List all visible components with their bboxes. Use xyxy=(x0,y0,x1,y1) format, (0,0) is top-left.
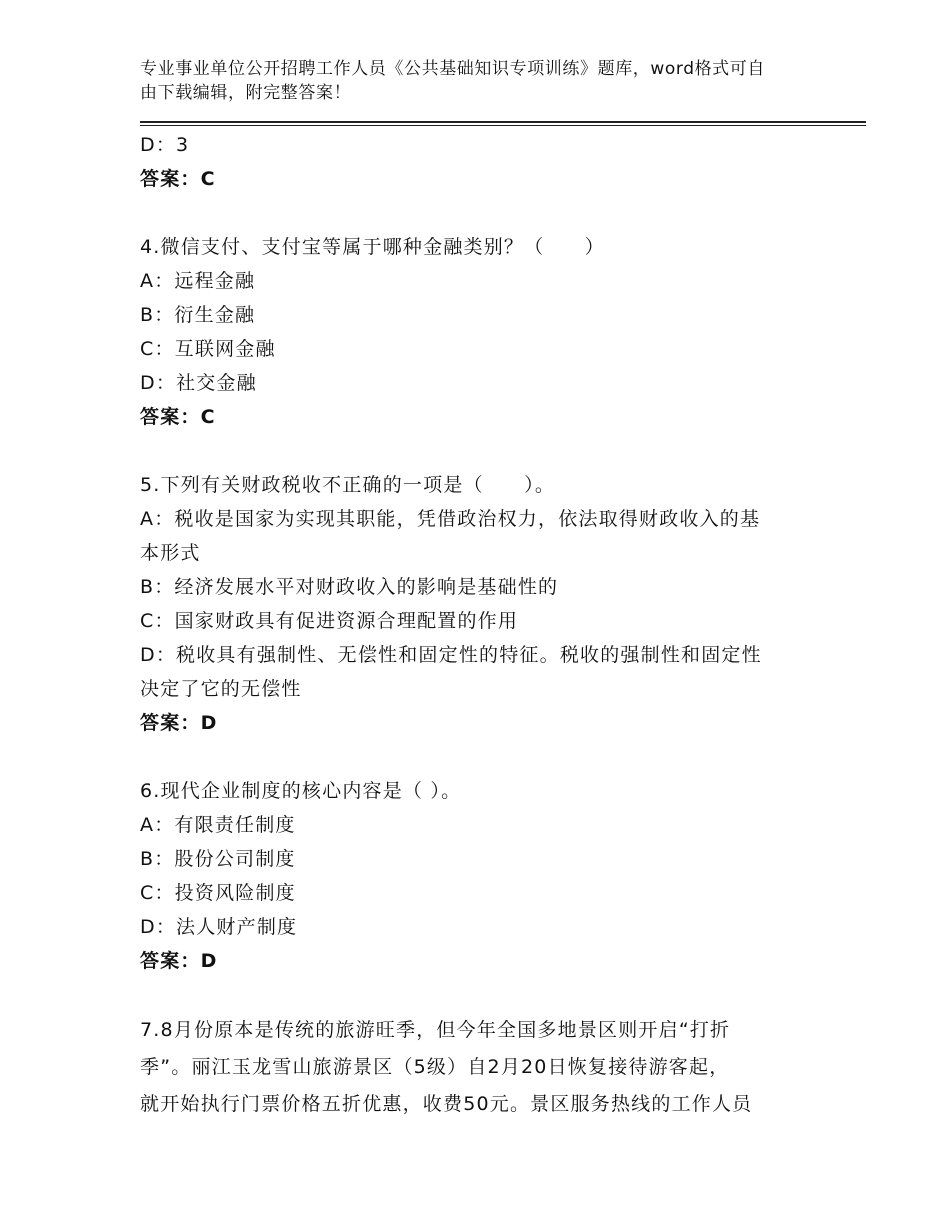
q6-option-d: D：法人财产制度 xyxy=(140,916,298,938)
header-line-2: 由下载编辑，附完整答案！ xyxy=(140,83,352,103)
q5-option-a-line-2: 本形式 xyxy=(140,542,201,564)
q4-option-a: A：远程金融 xyxy=(140,270,256,292)
spacer xyxy=(140,434,820,468)
spacer xyxy=(140,978,820,1012)
q6-question: 6.现代企业制度的核心内容是（ ）。 xyxy=(140,780,462,802)
q4-question: 4.微信支付、支付宝等属于哪种金融类别？（ ） xyxy=(140,236,605,258)
q6-option-c: C：投资风险制度 xyxy=(140,882,296,904)
spacer xyxy=(140,196,820,230)
q4-option-c: C：互联网金融 xyxy=(140,338,276,360)
q5-option-b: B：经济发展水平对财政收入的影响是基础性的 xyxy=(140,576,559,598)
q3-answer: 答案：C xyxy=(140,168,216,190)
q6-option-a: A：有限责任制度 xyxy=(140,814,296,836)
q5-question: 5.下列有关财政税收不正确的一项是（ ）。 xyxy=(140,474,556,496)
q3-option-d: D：3 xyxy=(140,134,190,156)
q7-line-1: 7.8月份原本是传统的旅游旺季，但今年全国多地景区则开启“打折 xyxy=(140,1019,731,1041)
header-rule-thin xyxy=(140,125,866,126)
q6-answer: 答案：D xyxy=(140,950,218,972)
q5-option-a-line-1: A：税收是国家为实现其职能，凭借政治权力，依法取得财政收入的基 xyxy=(140,508,761,530)
q7-line-2: 季”。丽江玉龙雪山旅游景区（5级）自2月20日恢复接待游客起， xyxy=(140,1056,730,1078)
document-header xyxy=(140,57,820,105)
header-rule-thick xyxy=(140,121,866,123)
q6-option-b: B：股份公司制度 xyxy=(140,848,296,870)
q5-option-d-line-2: 决定了它的无偿性 xyxy=(140,678,302,700)
q4-answer: 答案：C xyxy=(140,406,216,428)
q5-option-d-line-1: D：税收具有强制性、无偿性和固定性的特征。税收的强制性和固定性 xyxy=(140,644,762,666)
q5-option-c: C：国家财政具有促进资源合理配置的作用 xyxy=(140,610,519,632)
document-body xyxy=(140,128,820,1123)
q7-line-3: 就开始执行门票价格五折优惠，收费50元。景区服务热线的工作人员 xyxy=(140,1093,753,1115)
q5-answer: 答案：D xyxy=(140,712,218,734)
q4-option-b: B：衍生金融 xyxy=(140,304,256,326)
spacer xyxy=(140,740,820,774)
header-line-1: 专业事业单位公开招聘工作人员《公共基础知识专项训练》题库，word格式可自 xyxy=(140,59,765,79)
q4-option-d: D：社交金融 xyxy=(140,372,257,394)
